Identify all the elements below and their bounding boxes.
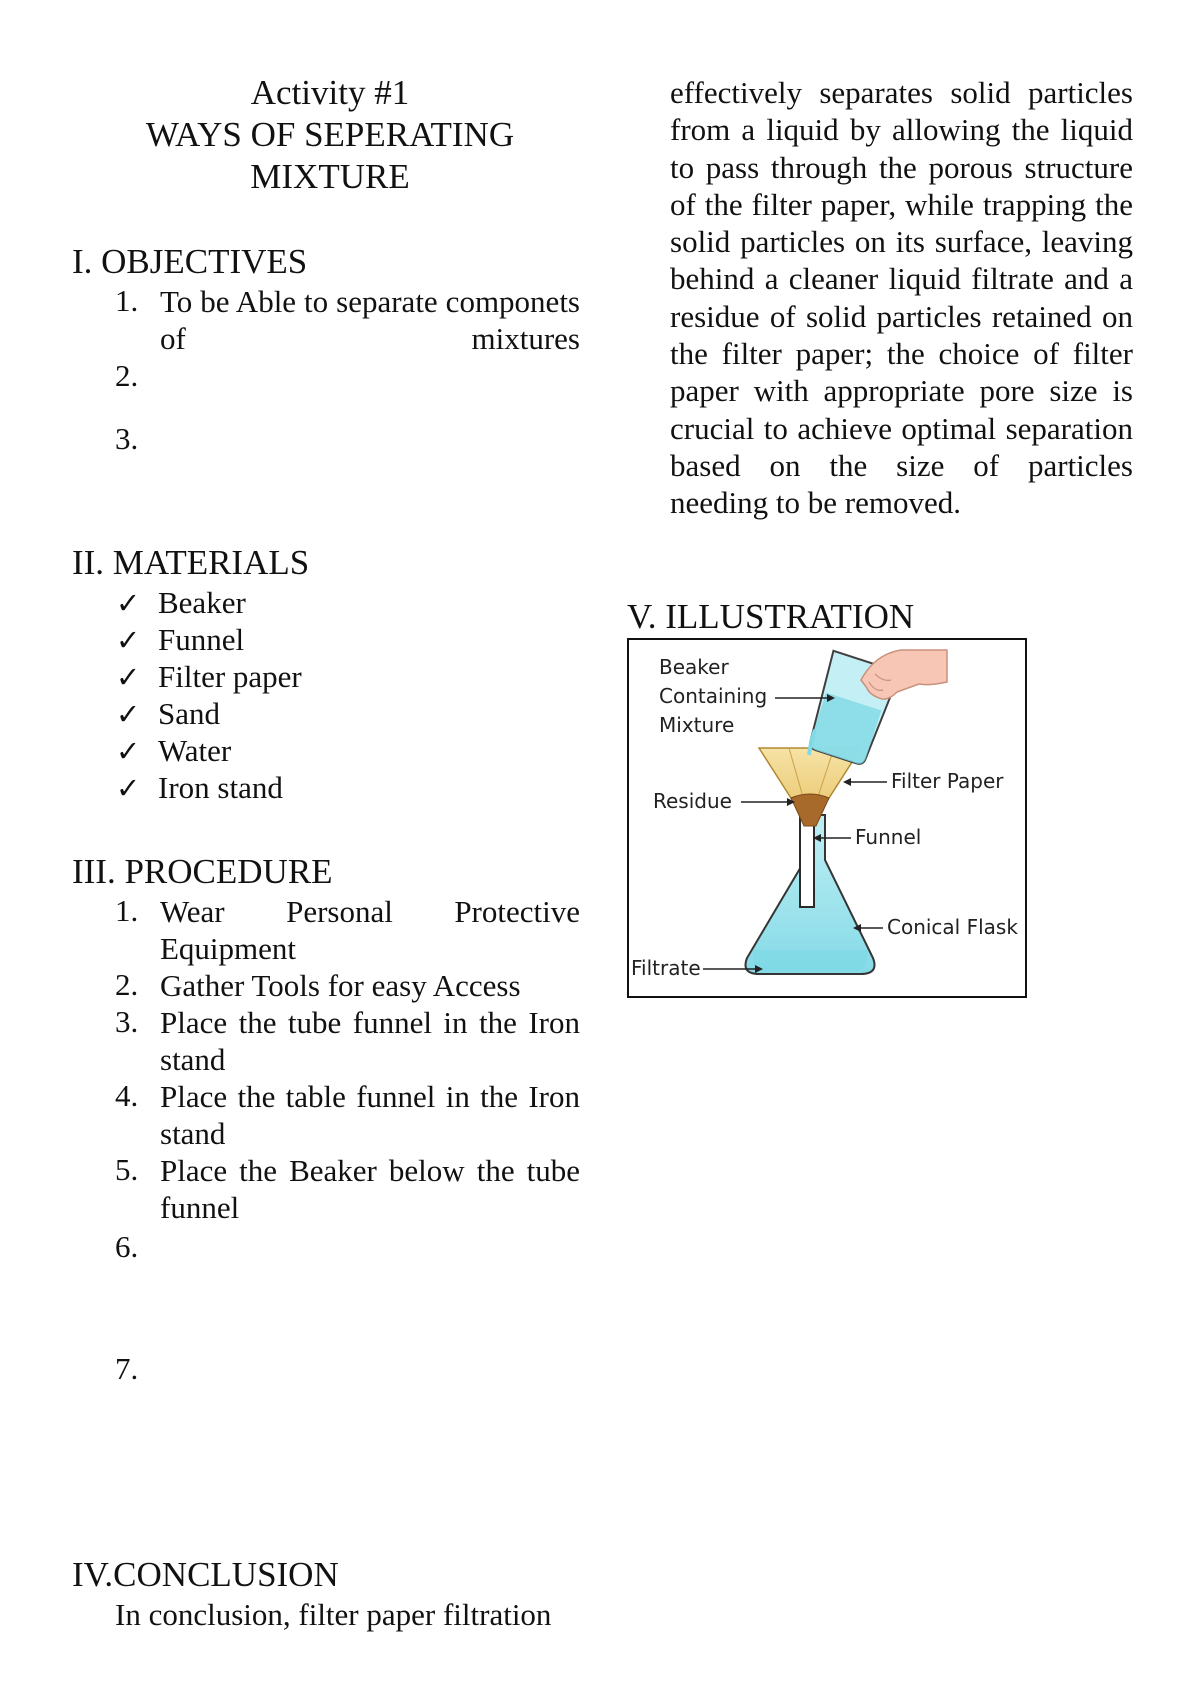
funnel-stem [800,815,814,907]
procedure-step-4: Place the table funnel in the Iron stand [160,1079,580,1151]
illustration-heading: V. ILLUSTRATION [627,597,915,636]
procedure-number-6: 6. [115,1229,139,1264]
procedure-number-7: 7. [115,1351,139,1386]
checkmark-icon: ✓ [116,734,141,768]
label-beaker-3: Mixture [659,713,735,737]
label-beaker-1: Beaker [659,655,729,679]
material-item: Filter paper [158,659,302,694]
label-residue: Residue [653,789,732,813]
label-filtrate: Filtrate [631,956,701,980]
objective-number-3: 3. [115,421,139,456]
material-item: Sand [158,696,220,731]
material-item: Funnel [158,622,245,657]
hand [861,650,947,699]
materials-heading: II. MATERIALS [72,543,310,582]
objectives-heading: I. OBJECTIVES [72,242,308,281]
procedure-heading: III. PROCEDURE [72,852,333,891]
procedure-step-3: Place the tube funnel in the Iron stand [160,1005,580,1077]
procedure-number-1: 1. [115,893,139,928]
filtration-illustration [627,638,1027,998]
checkmark-icon: ✓ [116,660,141,694]
checkmark-icon: ✓ [116,771,141,805]
label-conical-flask: Conical Flask [887,915,1018,939]
objective-number-1: 1. [115,283,139,318]
activity-subtitle: WAYS OF SEPERATING [145,115,515,154]
conclusion-text-continued: effectively separates solid particles from a liquid by allowing the liquid to pass through the porous structure of the filter paper, while trapping the solid particles on its surface, leaving behind a cleaner liquid filtrate and a residue of solid particles retained on the filter paper; the choice of filter paper with appropriate pore size is crucial to achieve optimal separation based on the size of particles needing to be removed. [670,75,1133,521]
checkmark-icon: ✓ [116,623,141,657]
conclusion-heading: IV.CONCLUSION [72,1555,339,1594]
procedure-step-2: Gather Tools for easy Access [160,968,521,1003]
procedure-step-1: Wear Personal Protective Equipment [160,894,580,966]
procedure-number-5: 5. [115,1152,139,1187]
material-item: Water [158,733,232,768]
checkmark-icon: ✓ [116,697,141,731]
material-item: Iron stand [158,770,283,805]
activity-title: Activity #1 [250,73,410,112]
material-item: Beaker [158,585,246,620]
label-beaker-2: Containing [659,684,768,708]
checkmark-icon: ✓ [116,586,141,620]
procedure-number-4: 4. [115,1078,139,1113]
objective-text-1: To be Able to separate componets of mixtures [160,284,580,356]
procedure-number-3: 3. [115,1004,139,1039]
procedure-step-5: Place the Beaker below the tube funnel [160,1153,580,1225]
procedure-number-2: 2. [115,967,139,1002]
label-filter-paper: Filter Paper [891,769,1004,793]
label-funnel: Funnel [855,825,922,849]
conclusion-text-start: In conclusion, filter paper filtration [115,1597,552,1632]
filtration-diagram [629,640,1025,996]
activity-subtitle-2: MIXTURE [250,157,410,196]
objective-number-2: 2. [115,358,139,393]
